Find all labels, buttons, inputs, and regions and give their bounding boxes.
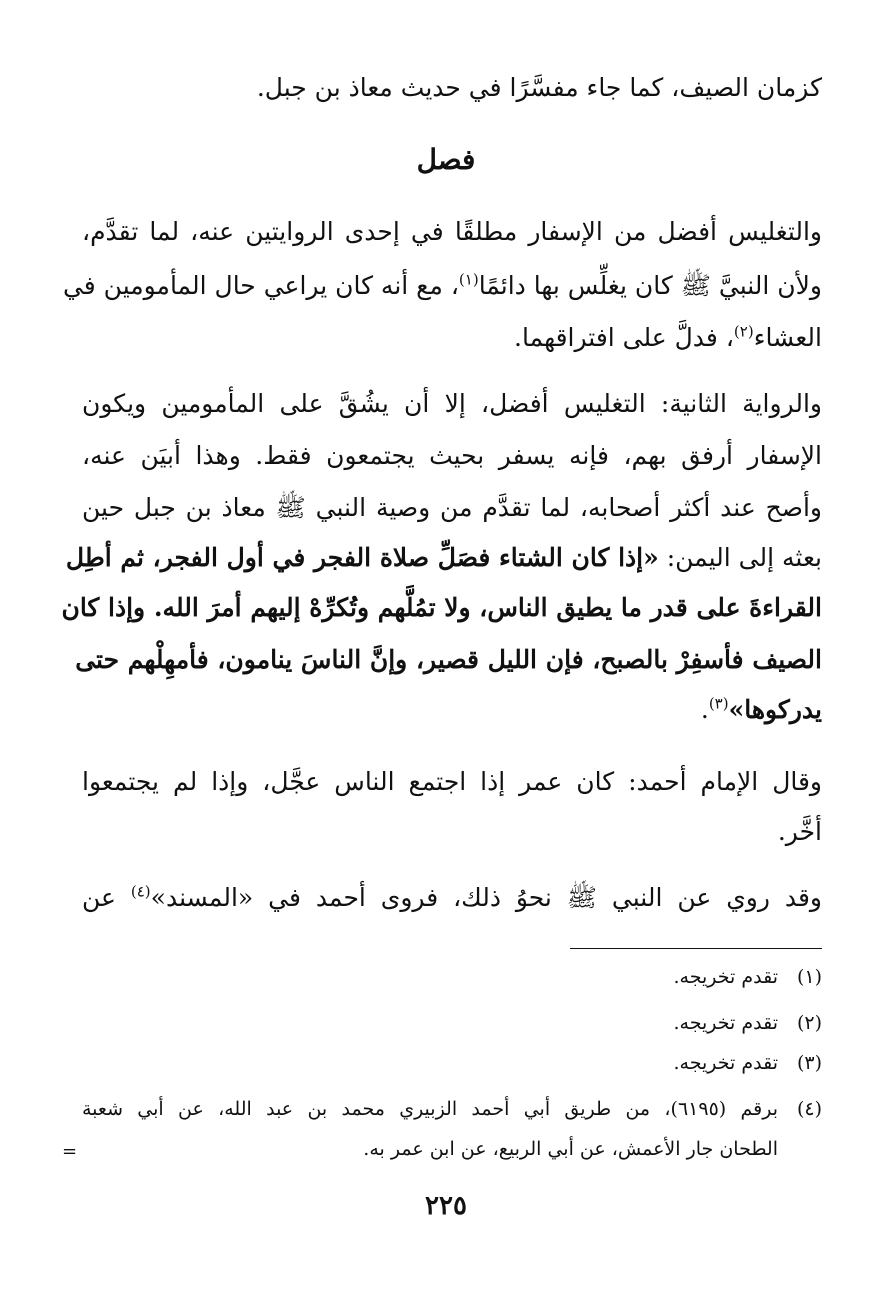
text-line: والرواية الثانية: التغليس أفضل، إلا أن يشُقَّ على المأمومين ويكون: [82, 389, 822, 418]
text-line: الإسفار أرفق بهم، فإنه يسفر بحيث يجتمعون فقط. وهذا أبيَن عنه،: [82, 441, 822, 470]
hadith-line: الصيف فأسفِرْ بالصبح، فإن الليل قصير، وإنَّ الناسَ ينامون، فأمهِلْهم حتى: [75, 645, 822, 674]
page-number: ٢٢٥: [425, 1191, 467, 1221]
footnote: [82, 1048, 822, 1078]
footnote-ref[interactable]: (٣): [708, 694, 729, 713]
footnote-ref[interactable]: (٢): [733, 322, 754, 341]
text-span: ، فدلَّ على افتراقهما.: [514, 323, 734, 352]
footnote-text: تقدم تخريجه.: [673, 1012, 778, 1034]
footnote-ref[interactable]: (١): [458, 270, 479, 289]
text-line: [82, 878, 822, 918]
text-line: [65, 538, 822, 578]
text-line: أخَّر.: [777, 817, 822, 846]
text-line: كزمان الصيف، كما جاء مفسَّرًا في حديث معاذ بن جبل.: [256, 73, 822, 102]
footnote-number: (٣): [796, 1052, 822, 1074]
footnote: [82, 1094, 822, 1124]
footnote-ref[interactable]: (٤): [130, 882, 151, 901]
footnote-number: (٢): [796, 1012, 822, 1034]
footnote-continuation: الطحان جار الأعمش، عن أبي الربيع، عن ابن عمر به.: [363, 1138, 778, 1160]
hadith-text: يدركوها»: [728, 695, 822, 724]
hadith-line: القراءةَ على قدر ما يطيق الناس، ولا تمُلَّهم وتُكرِّهْ إليهم أمرَ الله. وإذا كان: [61, 593, 822, 622]
footnote-text: تقدم تخريجه.: [673, 966, 778, 988]
text-line: والتغليس أفضل من الإسفار مطلقًا في إحدى الروايتين عنه، لما تقدَّم،: [82, 217, 822, 246]
text-line: [82, 318, 822, 358]
footnote-number: (١): [796, 966, 822, 988]
text-span: وقد روي عن النبي ﷺ نحوُ ذلك، فروى أحمد في «المسند»: [150, 883, 822, 912]
footnote-text: برقم (٦١٩٥)، من طريق أبي أحمد الزبيري محمد بن عبد الله، عن أبي شعبة: [82, 1098, 778, 1120]
hadith-text: «إذا كان الشتاء فصَلِّ صلاة الفجر في أول الفجر، ثم أطِل: [65, 543, 659, 572]
text-span: عن: [82, 883, 131, 912]
text-span: ، مع أنه كان يراعي حال المأمومين في: [62, 271, 459, 300]
text-line: [82, 690, 822, 730]
section-heading: فصل: [416, 143, 476, 176]
footnote-text: تقدم تخريجه.: [673, 1052, 778, 1074]
text-line: وقال الإمام أحمد: كان عمر إذا اجتمع الناس عجَّل، وإذا لم يجتمعوا: [82, 767, 822, 796]
text-span: بعثه إلى اليمن:: [658, 543, 822, 572]
footnote: [82, 1008, 822, 1038]
text-line: [62, 266, 822, 306]
footnote: [82, 962, 822, 992]
text-span: العشاء: [753, 323, 822, 352]
text-span: .: [700, 695, 709, 724]
text-line: وأصح عند أكثر أصحابه، لما تقدَّم من وصية النبي ﷺ معاذ بن جبل حين: [82, 493, 822, 522]
footnote-number: (٤): [796, 1098, 822, 1120]
continuation-mark: =: [62, 1141, 78, 1162]
text-span: ولأن النبيَّ ﷺ كان يغلِّس بها دائمًا: [478, 271, 822, 300]
footnote-separator: [570, 948, 822, 949]
